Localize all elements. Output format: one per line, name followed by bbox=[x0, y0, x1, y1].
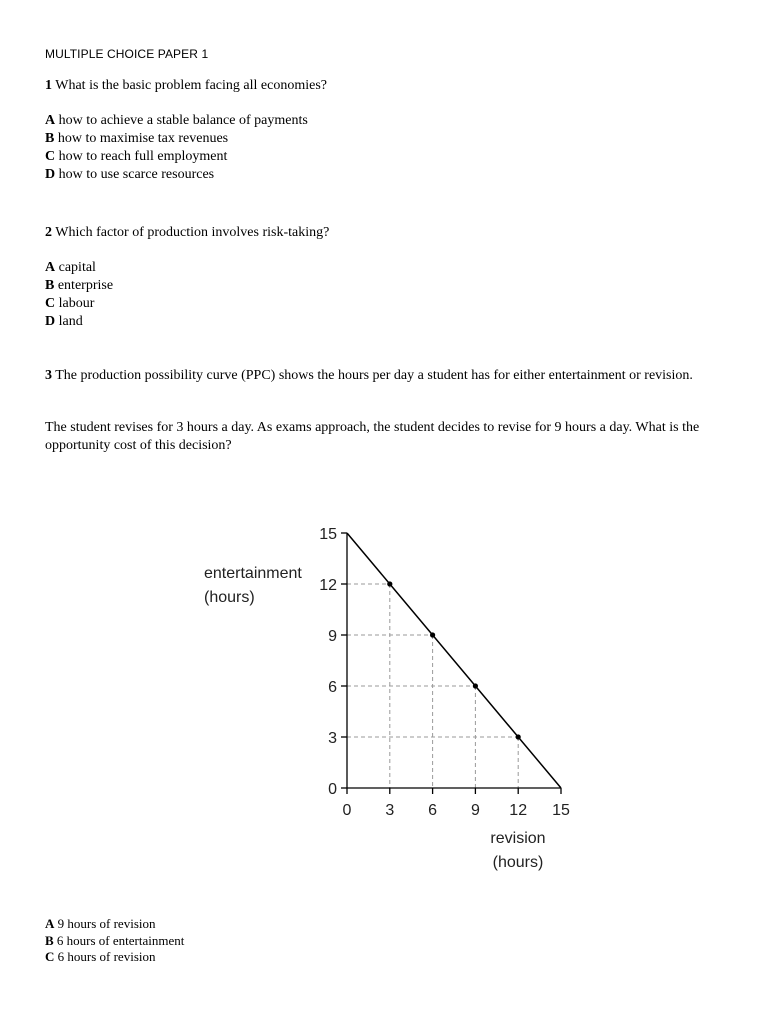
option-text: capital bbox=[58, 260, 96, 275]
x-tick-label: 3 bbox=[385, 802, 395, 819]
paper-title: MULTIPLE CHOICE PAPER 1 bbox=[45, 47, 209, 61]
option-letter: C bbox=[45, 949, 55, 964]
option-letter: A bbox=[45, 260, 56, 275]
x-tick-label: 9 bbox=[470, 802, 480, 819]
question-text: The production possibility curve (PPC) shows the hours per day a student has for either entertainment or revision. bbox=[55, 368, 693, 383]
y-tick-label: 9 bbox=[328, 628, 337, 645]
ppc-curve bbox=[347, 533, 561, 788]
x-axis-label-line1: revision bbox=[490, 830, 546, 847]
option-letter: B bbox=[45, 278, 55, 293]
axis-ticks bbox=[319, 526, 570, 819]
option-text: labour bbox=[58, 296, 95, 311]
option-letter: C bbox=[45, 149, 56, 164]
option-text: how to reach full employment bbox=[58, 149, 228, 164]
option-letter: B bbox=[45, 932, 54, 948]
x-tick-label: 0 bbox=[342, 802, 352, 819]
option-letter: A bbox=[45, 113, 56, 128]
option-b bbox=[45, 933, 725, 950]
question-number: 2 bbox=[45, 225, 52, 240]
option-a bbox=[45, 916, 725, 933]
option-letter: D bbox=[45, 167, 56, 182]
y-tick-label: 6 bbox=[328, 679, 337, 696]
x-tick-label: 12 bbox=[509, 802, 528, 819]
option-text: how to achieve a stable balance of payments bbox=[58, 113, 308, 128]
question-number: 1 bbox=[45, 78, 52, 93]
y-tick-label: 12 bbox=[319, 577, 337, 594]
x-tick-label: 15 bbox=[552, 802, 570, 819]
guide-lines bbox=[347, 584, 518, 788]
y-tick-label: 15 bbox=[319, 526, 337, 543]
option-text: 9 hours of revision bbox=[57, 916, 156, 931]
option-letter: A bbox=[45, 916, 55, 931]
ppc-line bbox=[347, 533, 561, 788]
option-letter: D bbox=[45, 314, 56, 329]
option-text: how to maximise tax revenues bbox=[57, 131, 229, 146]
option-letter: B bbox=[45, 131, 55, 146]
x-axis-label-line2: (hours) bbox=[492, 854, 544, 871]
ppc-point bbox=[430, 632, 435, 637]
option-letter: C bbox=[45, 296, 56, 311]
question-number: 3 bbox=[45, 368, 52, 383]
option-text: enterprise bbox=[57, 278, 114, 293]
x-tick-label: 6 bbox=[428, 802, 438, 819]
y-tick-label: 3 bbox=[328, 730, 337, 747]
y-tick-label: 0 bbox=[328, 781, 337, 798]
ppc-point bbox=[473, 683, 478, 688]
option-text: how to use scarce resources bbox=[58, 167, 215, 182]
option-text: 6 hours of entertainment bbox=[56, 932, 185, 948]
y-axis-label-line2: (hours) bbox=[204, 589, 255, 606]
ppc-point bbox=[516, 734, 521, 739]
option-c bbox=[45, 949, 725, 966]
question-text: What is the basic problem facing all economies? bbox=[55, 78, 327, 93]
option-text: land bbox=[58, 314, 83, 329]
question-3-options bbox=[45, 916, 725, 966]
ppc-point bbox=[387, 581, 392, 586]
y-axis-label-line1: entertainment bbox=[204, 565, 302, 582]
question-text: Which factor of production involves risk-taking? bbox=[55, 225, 330, 240]
question-3-scenario: The student revises for 3 hours a day. As exams approach, the student decides to revise for 9 hours a day. What is the opportunity cost of this decision? bbox=[45, 420, 700, 453]
option-text: 6 hours of revision bbox=[57, 949, 156, 964]
